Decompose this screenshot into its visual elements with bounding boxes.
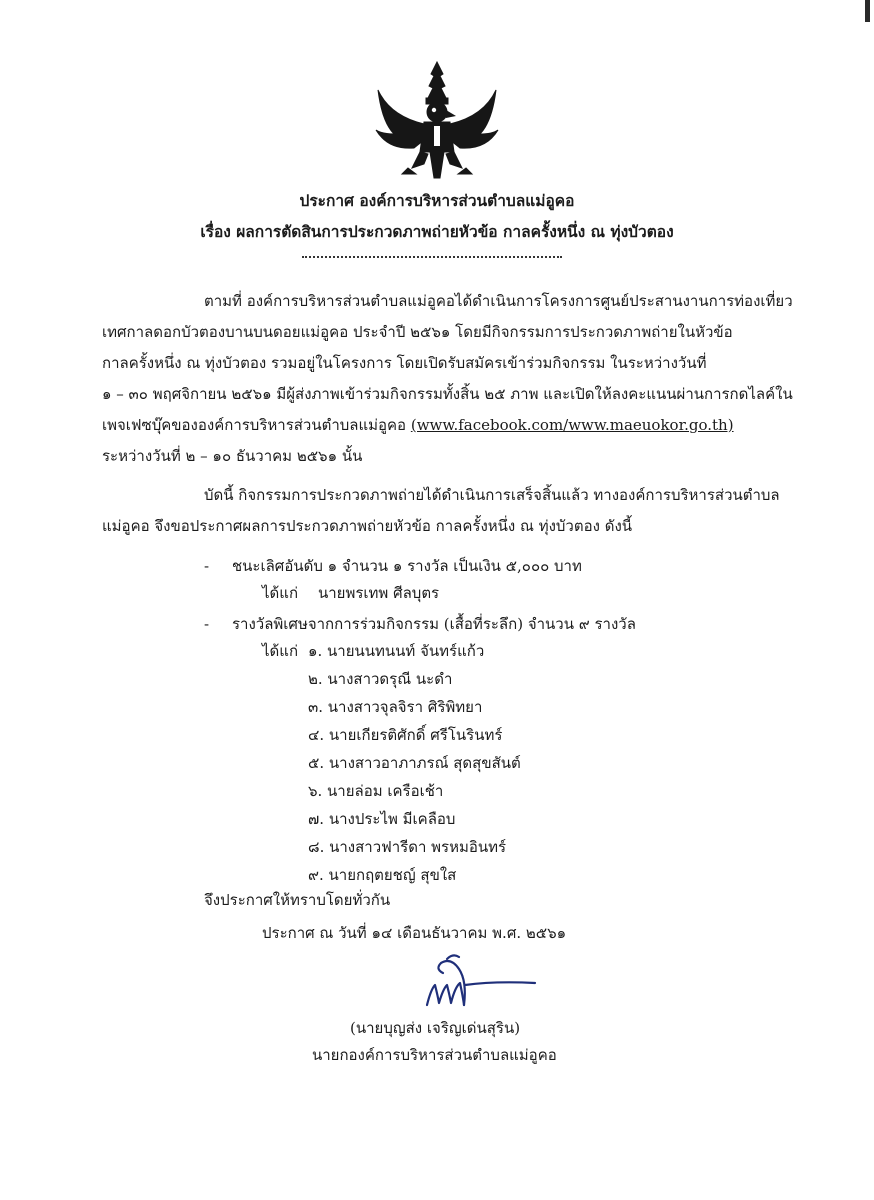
winner-item: ๙. นายกฤตยชญ์ สุขใส xyxy=(308,866,457,884)
closing-announcement: จึงประกาศให้ทราบโดยทั่วกัน xyxy=(204,891,391,909)
winner-item: ๘. นางสาวฟารีดา พรหมอินทร์ xyxy=(308,838,507,856)
para1-line5 xyxy=(102,415,734,435)
winner-item: ๒. นางสาวดรุณี นะดำ xyxy=(308,670,453,688)
winner-item: ๔. นายเกียรติศักดิ์ ศรีโนรินทร์ xyxy=(308,726,503,744)
winner-item: ๖. นายล่อม เครือเช้า xyxy=(308,782,444,800)
winner-item: ๕. นางสาวอาภาภรณ์ สุดสุขสันต์ xyxy=(308,754,521,772)
award1-recipient: นายพรเทพ ศีลบุตร xyxy=(318,584,440,602)
award1-title: ชนะเลิศอันดับ ๑ จำนวน ๑ รางวัล เป็นเงิน ๕,๐๐๐ บาท xyxy=(232,557,582,575)
para1-line3: กาลครั้งหนึ่ง ณ ทุ่งบัวตอง รวมอยู่ในโครงการ โดยเปิดรับสมัครเข้าร่วมกิจกรรม ในระหว่างวันที่ xyxy=(102,354,707,372)
signatory-position: นายกองค์การบริหารส่วนตำบลแม่อูคอ xyxy=(312,1046,557,1064)
award2-recipient-label: ได้แก่ xyxy=(262,642,299,660)
facebook-page-link[interactable]: (www.facebook.com/www.maeuokor.go.th) xyxy=(410,416,734,434)
announcement-date: ประกาศ ณ วันที่ ๑๔ เดือนธันวาคม พ.ศ. ๒๕๖๑ xyxy=(262,924,567,942)
signature-image xyxy=(405,945,540,1015)
announcement-subject: เรื่อง ผลการตัดสินการประกวดภาพถ่ายหัวข้อ กาลครั้งหนึ่ง ณ ทุ่งบัวตอง xyxy=(200,222,674,241)
award2-title: รางวัลพิเศษจากการร่วมกิจกรรม (เสื้อที่ระลึก) จำนวน ๙ รางวัล xyxy=(232,615,636,633)
para2-line1: บัดนี้ กิจกรรมการประกวดภาพถ่ายได้ดำเนินการเสร็จสิ้นแล้ว ทางองค์การบริหารส่วนตำบล xyxy=(204,486,780,504)
award1-recipient-label: ได้แก่ xyxy=(262,584,299,602)
scan-edge-mark xyxy=(865,0,870,22)
para1-line4: ๑ – ๓๐ พฤศจิกายน ๒๕๖๑ มีผู้ส่งภาพเข้าร่วมกิจกรรมทั้งสิ้น ๒๕ ภาพ และเปิดให้ลงคะแนนผ่านการกดไลค์ใน xyxy=(102,385,793,403)
announcement-title: ประกาศ องค์การบริหารส่วนตำบลแม่อูคอ xyxy=(299,191,575,210)
para1-line1: ตามที่ องค์การบริหารส่วนตำบลแม่อูคอได้ดำเนินการโครงการศูนย์ประสานงานการท่องเที่ยว xyxy=(204,292,793,310)
winner-item: ๗. นางประไพ มีเคลือบ xyxy=(308,810,456,828)
para1-line2: เทศกาลดอกบัวตองบานบนดอยแม่อูคอ ประจำปี ๒๕๖๑ โดยมีกิจกรรมการประกวดภาพถ่ายในหัวข้อ xyxy=(102,323,733,341)
garuda-emblem-icon xyxy=(372,60,502,180)
winner-item: ๓. นางสาวจุลจิรา ศิริพิทยา xyxy=(308,698,483,716)
para1-line6: ระหว่างวันที่ ๒ – ๑๐ ธันวาคม ๒๕๖๑ นั้น xyxy=(102,447,363,465)
para2-line2: แม่อูคอ จึงขอประกาศผลการประกวดภาพถ่ายหัวข้อ กาลครั้งหนึ่ง ณ ทุ่งบัวตอง ดังนี้ xyxy=(102,517,633,535)
signatory-name: (นายบุญส่ง เจริญเด่นสุริน) xyxy=(350,1019,521,1037)
award2-bullet: - xyxy=(204,615,210,633)
para1-line5-text: เพจเฟซบุ๊คขององค์การบริหารส่วนตำบลแม่อูคอ xyxy=(102,416,407,434)
award1-bullet: - xyxy=(204,557,210,575)
dotted-separator xyxy=(302,256,562,258)
winner-item: ๑. นายนนทนนท์ จันทร์แก้ว xyxy=(308,642,485,660)
